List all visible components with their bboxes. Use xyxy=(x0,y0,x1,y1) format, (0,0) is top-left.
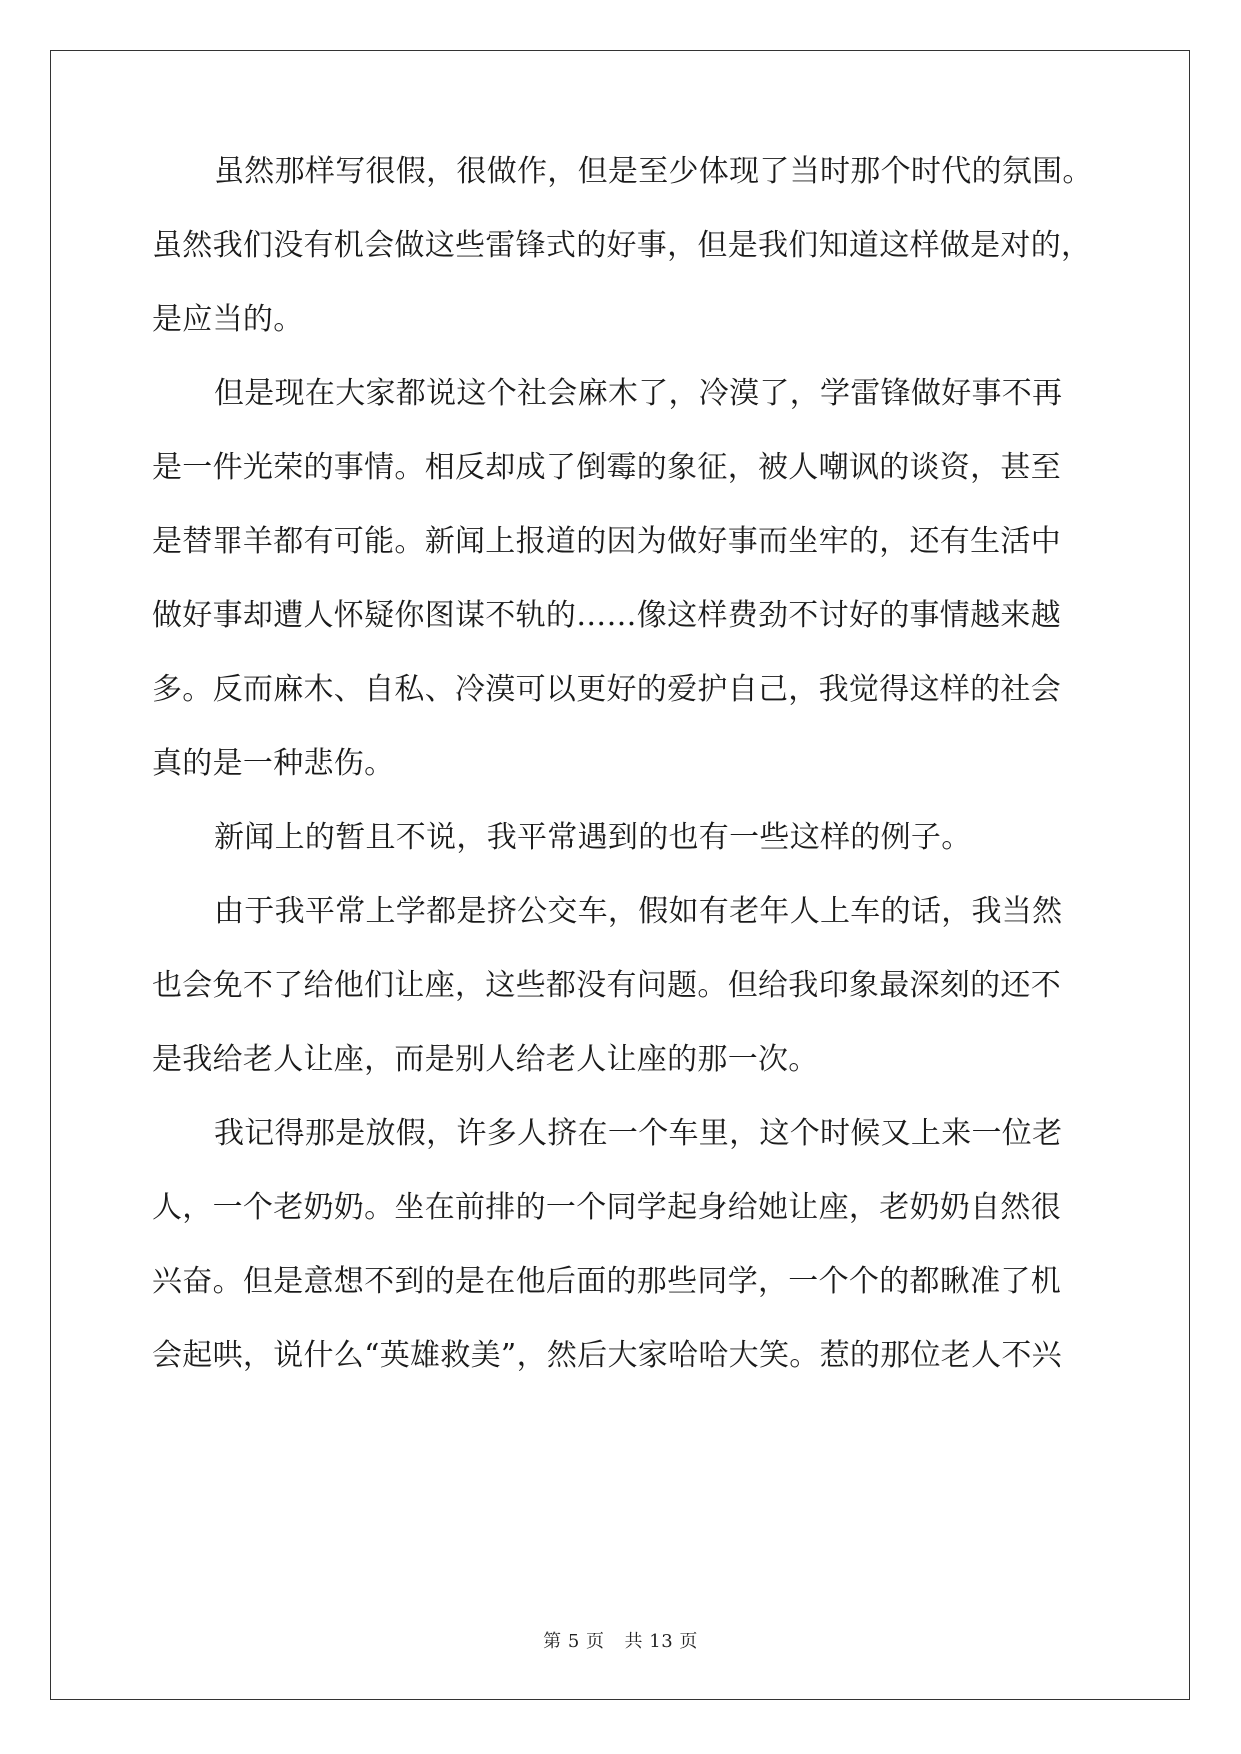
text-line: 是一件光荣的事情。相反却成了倒霉的象征，被人嘲讽的谈资，甚至 xyxy=(152,450,1061,485)
text-line: 是应当的。 xyxy=(152,302,304,337)
text-line: 也会免不了给他们让座，这些都没有问题。但给我印象最深刻的还不 xyxy=(152,968,1061,1003)
text-line: 是替罪羊都有可能。新闻上报道的因为做好事而坐牢的，还有生活中 xyxy=(152,524,1061,559)
text-line: 虽然那样写很假，很做作，但是至少体现了当时那个时代的氛围。 xyxy=(214,154,1093,189)
text-line: 是我给老人让座，而是别人给老人让座的那一次。 xyxy=(152,1042,819,1077)
page-total: 共 13 页 xyxy=(624,1631,698,1652)
page-footer xyxy=(0,1627,1241,1653)
text-line: 会起哄，说什么“英雄救美”，然后大家哈哈大笑。惹的那位老人不兴 xyxy=(152,1338,1062,1373)
text-line: 但是现在大家都说这个社会麻木了，冷漠了，学雷锋做好事不再 xyxy=(214,376,1063,411)
text-line: 做好事却遭人怀疑你图谋不轨的……像这样费劲不讨好的事情越来越 xyxy=(152,598,1061,633)
text-line: 由于我平常上学都是挤公交车，假如有老年人上车的话，我当然 xyxy=(214,894,1063,929)
text-line: 兴奋。但是意想不到的是在他后面的那些同学，一个个的都瞅准了机 xyxy=(152,1264,1061,1299)
text-line: 我记得那是放假，许多人挤在一个车里，这个时候又上来一位老 xyxy=(214,1116,1063,1151)
text-line: 真的是一种悲伤。 xyxy=(152,746,395,781)
text-line: 虽然我们没有机会做这些雷锋式的好事，但是我们知道这样做是对的， xyxy=(152,228,1092,263)
text-line: 人，一个老奶奶。坐在前排的一个同学起身给她让座，老奶奶自然很 xyxy=(152,1190,1061,1225)
text-line: 新闻上的暂且不说，我平常遇到的也有一些这样的例子。 xyxy=(214,820,972,855)
text-line: 多。反而麻木、自私、冷漠可以更好的爱护自己，我觉得这样的社会 xyxy=(152,672,1061,707)
page-number: 第 5 页 xyxy=(543,1631,605,1652)
page-border xyxy=(50,50,1190,1700)
